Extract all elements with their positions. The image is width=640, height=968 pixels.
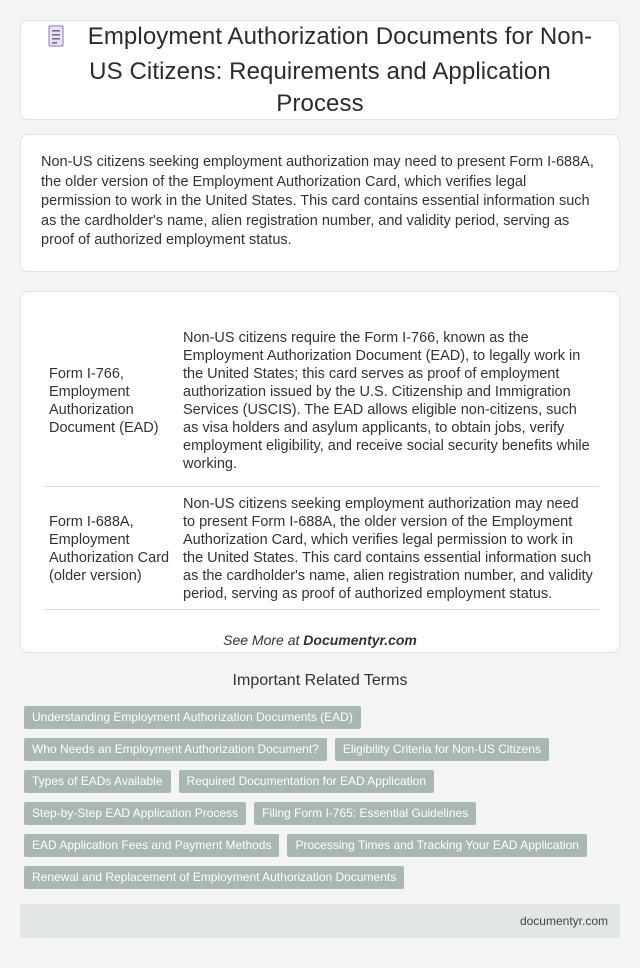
term-cell: Form I-766, Employment Authorization Document (EAD) xyxy=(49,365,159,436)
related-tag[interactable]: EAD Application Fees and Payment Methods xyxy=(24,834,279,857)
description-cell: Non-US citizens seeking employment authorization may need to present Form I-688A, the older version of the Employment Authorization Card, which verifies legal permission to work in the United States. This card contains essential information such as the cardholder's name, alien registration number, and validity period, serving as proof of authorized employment status. xyxy=(183,495,593,602)
related-tag[interactable]: Renewal and Replacement of Employment Authorization Documents xyxy=(24,866,404,889)
related-tag[interactable]: Types of EADs Available xyxy=(24,770,171,793)
title-card xyxy=(20,20,620,120)
related-tag[interactable]: Filing Form I-765: Essential Guidelines xyxy=(254,802,476,825)
tag-row xyxy=(24,834,624,857)
related-tag[interactable]: Who Needs an Employment Authorization Document? xyxy=(24,738,327,761)
related-terms-tags xyxy=(24,706,624,898)
document-icon xyxy=(48,24,64,56)
tag-row xyxy=(24,866,624,889)
table-row xyxy=(43,486,599,609)
table-row xyxy=(43,310,599,486)
page-title-text: Employment Authorization Documents for Non-US Citizens: Requirements and Application Process xyxy=(87,22,593,117)
terms-table xyxy=(43,310,599,610)
footer-site-link[interactable]: documentyr.com xyxy=(519,914,608,928)
tag-row xyxy=(24,770,624,793)
related-terms-heading: Important Related Terms xyxy=(232,672,408,689)
related-tag[interactable]: Processing Times and Tracking Your EAD Application xyxy=(287,834,587,857)
terms-table-card xyxy=(20,291,620,653)
footer xyxy=(20,904,620,938)
tag-row xyxy=(24,802,624,825)
see-more-prefix: See More at xyxy=(223,631,304,648)
intro-card xyxy=(20,134,620,272)
page-title xyxy=(45,21,595,120)
term-cell: Form I-688A, Employment Authorization Card (older version) xyxy=(49,513,170,584)
tag-row xyxy=(24,738,624,761)
tag-row xyxy=(24,706,624,729)
intro-paragraph: Non-US citizens seeking employment authorization may need to present Form I-688A, the older version of the Employment Authorization Card, which verifies legal permission to work in the United States. This card contains essential information such as the cardholder's name, alien registration number, and validity period, serving as proof of authorized employment status. xyxy=(41,154,594,248)
related-tag[interactable]: Required Documentation for EAD Application xyxy=(179,770,434,793)
related-tag[interactable]: Understanding Employment Authorization Documents (EAD) xyxy=(24,706,361,729)
see-more-link[interactable]: Documentyr.com xyxy=(303,631,417,648)
description-cell: Non-US citizens require the Form I-766, known as the Employment Authorization Document (EAD), to legally work in the United States; this card serves as proof of employment authorization issued by the U.S. Citizenship and Immigration Services (USCIS). The EAD allows eligible non-citizens, such as visa holders and asylum applicants, to obtain jobs, verify employment eligibility, and receive social security benefits while working. xyxy=(183,329,590,472)
related-tag[interactable]: Eligibility Criteria for Non-US Citizens xyxy=(335,738,549,761)
see-more xyxy=(41,632,599,648)
related-tag[interactable]: Step-by-Step EAD Application Process xyxy=(24,802,246,825)
